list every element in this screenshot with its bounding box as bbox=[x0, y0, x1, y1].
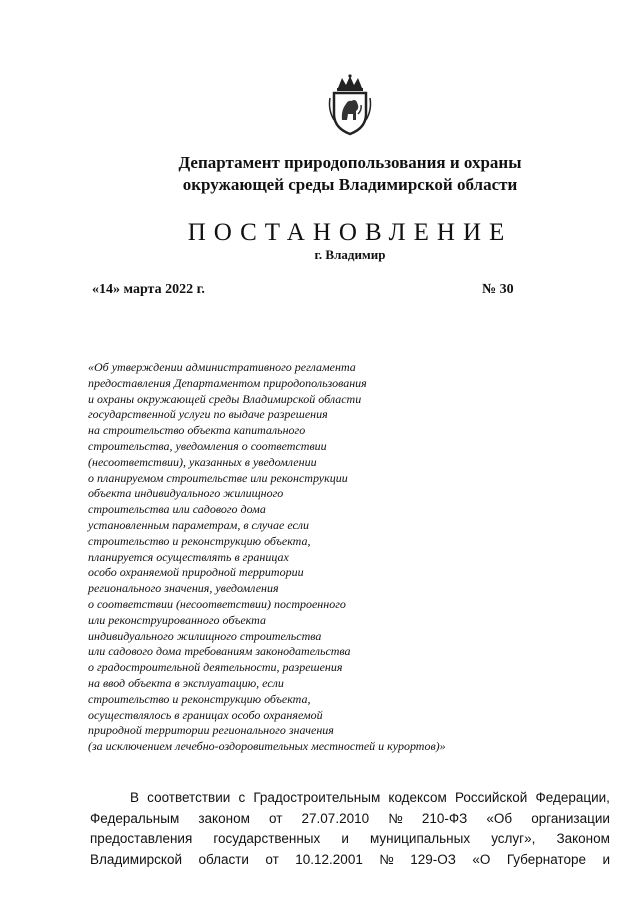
department-name-line-2: окружающей среды Владимирской области bbox=[182, 175, 518, 194]
preamble-paragraph bbox=[90, 788, 610, 870]
preamble-word: № bbox=[388, 810, 403, 826]
preamble-word: организации bbox=[531, 810, 610, 826]
preamble-word: «Об bbox=[486, 810, 513, 826]
subject-line: строительства или садового дома bbox=[88, 502, 266, 517]
subject-line: и охраны окружающей среды Владимирской области bbox=[88, 391, 362, 406]
preamble-word: соответствии bbox=[147, 790, 231, 805]
document-date: «14» марта 2022 г. bbox=[92, 282, 205, 297]
preamble-word: муниципальных bbox=[370, 831, 471, 846]
preamble-word: Федерации, bbox=[535, 790, 610, 805]
coat-of-arms-icon bbox=[326, 74, 374, 136]
subject-line: природной территории регионального значения bbox=[88, 723, 334, 738]
subject-line: (несоответствии), указанных в уведомлении bbox=[88, 454, 317, 469]
preamble-word: Губернаторе bbox=[506, 851, 586, 867]
preamble-word: 129-ОЗ bbox=[410, 851, 456, 867]
subject-line: государственной услуги по выдаче разрешения bbox=[88, 407, 328, 422]
subject-line: на ввод объекта в эксплуатацию, если bbox=[88, 675, 284, 690]
preamble-word: 210-ФЗ bbox=[421, 810, 468, 826]
subject-line: регионального значения, уведомления bbox=[88, 581, 279, 596]
preamble-word: государственных bbox=[213, 831, 321, 846]
subject-line: (за исключением лечебно-оздоровительных местностей и курортов)» bbox=[88, 739, 446, 754]
document-subject bbox=[88, 360, 518, 755]
subject-line: строительство и реконструкцию объекта, bbox=[88, 691, 311, 706]
preamble-word: и bbox=[341, 831, 349, 846]
preamble-word: предоставления bbox=[90, 831, 193, 846]
preamble-word: услуг», bbox=[491, 831, 536, 846]
subject-line: особо охраняемой природной территории bbox=[88, 565, 304, 580]
subject-line: планируется осуществлять в границах bbox=[88, 549, 289, 564]
subject-line: строительства, уведомления о соответствии bbox=[88, 438, 327, 453]
preamble-word: кодексом bbox=[388, 790, 447, 805]
subject-line: на строительство объекта капитального bbox=[88, 423, 306, 438]
preamble-word: Законом bbox=[556, 831, 610, 846]
subject-line: о планируемом строительстве или реконструкции bbox=[88, 470, 348, 485]
preamble-word: и bbox=[602, 851, 610, 867]
subject-line: строительство и реконструкцию объекта, bbox=[88, 533, 311, 548]
preamble-word: В bbox=[130, 790, 140, 805]
document-type-heading: ПОСТАНОВЛЕНИЕ bbox=[187, 219, 513, 246]
preamble-word: Владимирской bbox=[90, 851, 182, 867]
subject-line: или реконструированного объекта bbox=[88, 612, 266, 627]
subject-line: предоставления Департаментом природопользования bbox=[88, 375, 367, 390]
subject-line: о градостроительной деятельности, разрешения bbox=[88, 660, 343, 675]
subject-line: о соответствии (несоответствии) построенного bbox=[88, 596, 346, 611]
preamble-word: «О bbox=[472, 851, 491, 867]
preamble-word: 10.12.2001 bbox=[295, 851, 363, 867]
subject-line: или садового дома требованиям законодательства bbox=[88, 644, 351, 659]
preamble-word: с bbox=[238, 790, 246, 805]
preamble-word: законом bbox=[198, 810, 250, 826]
subject-line: индивидуального жилищного строительства bbox=[88, 628, 322, 643]
preamble-word: от bbox=[265, 851, 279, 867]
department-name bbox=[0, 152, 640, 196]
preamble-word: Федеральным bbox=[90, 810, 180, 826]
city-label: г. Владимир bbox=[314, 247, 386, 262]
preamble-word: Российской bbox=[454, 790, 528, 805]
department-name-line-1: Департамент природопользования и охраны bbox=[178, 153, 522, 172]
preamble-word: Градостроительным bbox=[253, 790, 381, 805]
subject-line: «Об утверждении административного регламента bbox=[88, 360, 356, 374]
subject-line: объекта индивидуального жилищного bbox=[88, 486, 284, 501]
preamble-line bbox=[90, 829, 610, 850]
preamble-word: области bbox=[198, 851, 249, 867]
preamble-line bbox=[90, 850, 610, 871]
preamble-word: № bbox=[379, 851, 394, 867]
preamble-word: 27.07.2010 bbox=[301, 810, 370, 826]
preamble-word: от bbox=[269, 810, 283, 826]
document-number: № 30 bbox=[482, 282, 514, 297]
subject-line: установленным параметрам, в случае если bbox=[88, 517, 310, 532]
preamble-line bbox=[90, 809, 610, 830]
subject-line: осуществлялось в границах особо охраняемой bbox=[88, 707, 323, 722]
preamble-line bbox=[90, 788, 610, 809]
